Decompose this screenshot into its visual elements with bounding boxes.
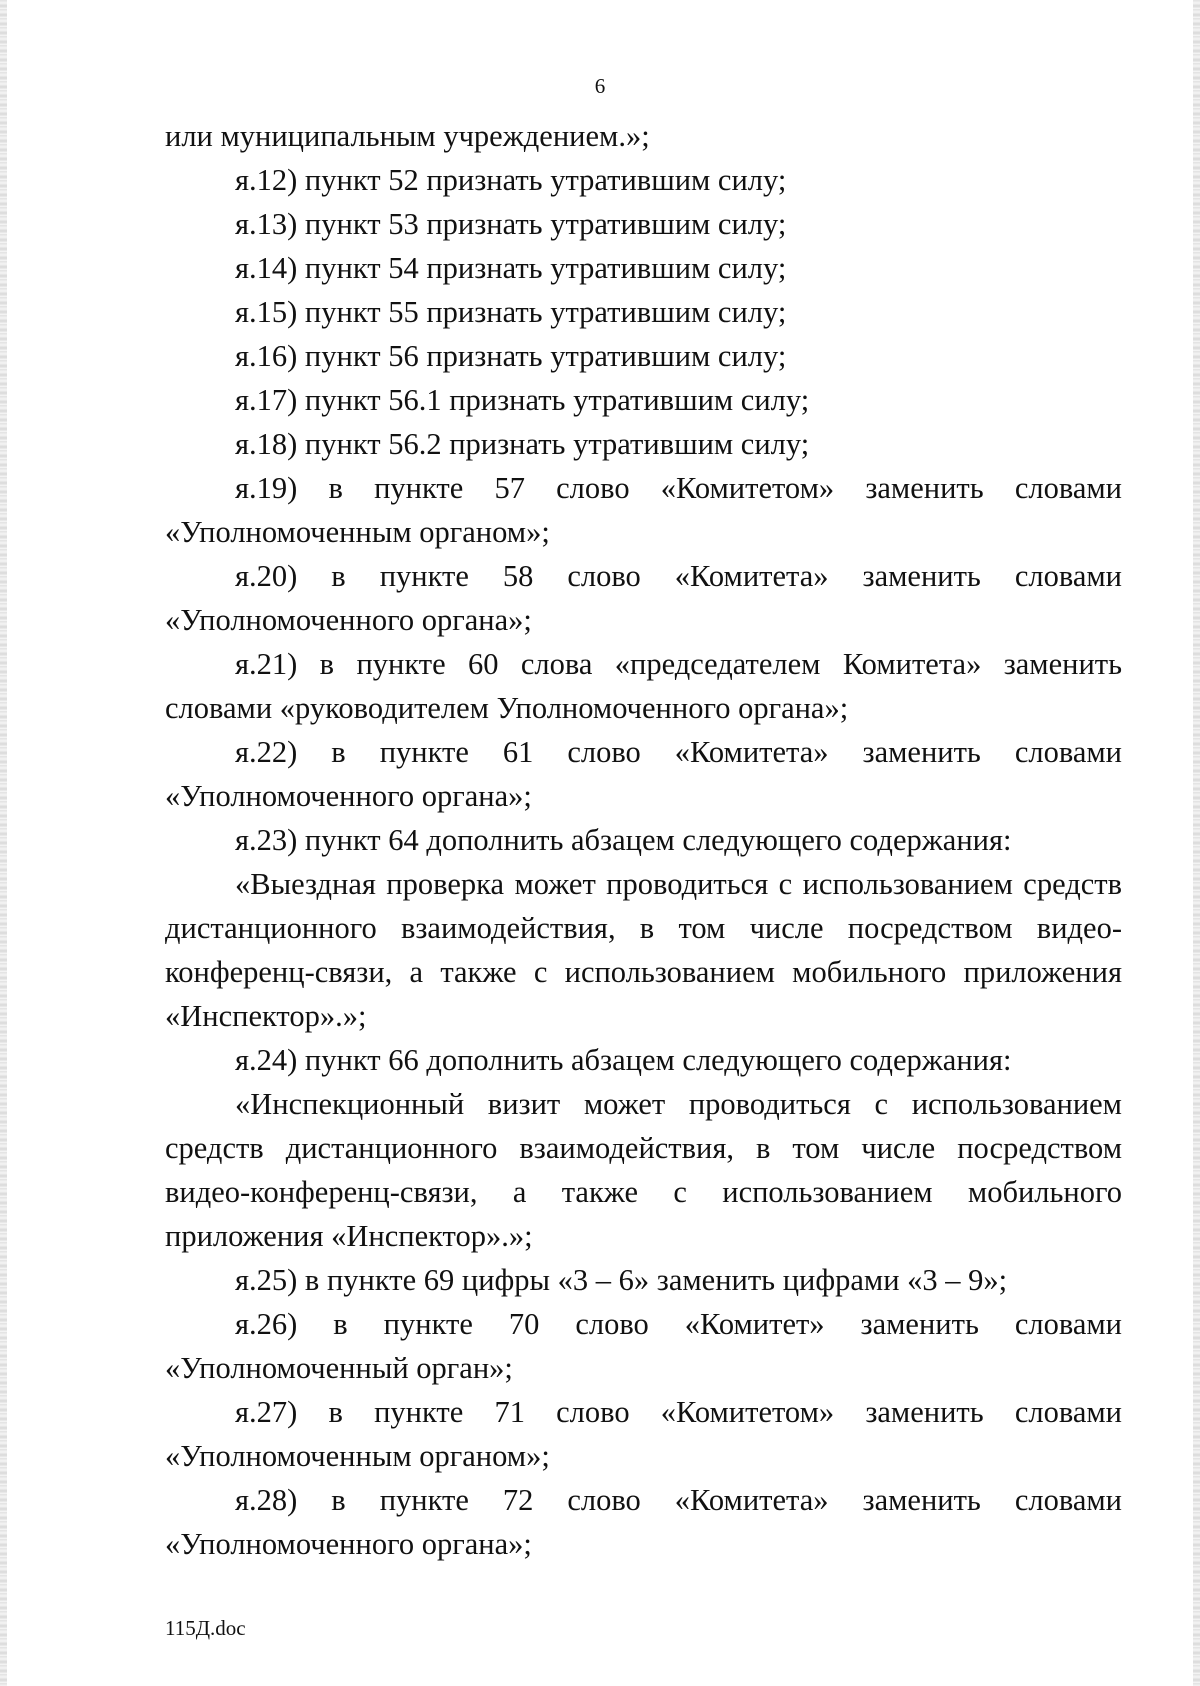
- paragraph-item-18: я.18) пункт 56.2 признать утратившим силу;: [235, 427, 810, 461]
- paragraph-item-16: я.16) пункт 56 признать утратившим силу;: [235, 339, 787, 373]
- paragraph-item-23: я.23) пункт 64 дополнить абзацем следующего содержания:: [235, 823, 1012, 857]
- paragraph-continuation: или муниципальным учреждением.»;: [165, 119, 650, 153]
- paragraph-item-14: я.14) пункт 54 признать утратившим силу;: [235, 251, 787, 285]
- paragraph-item-22: я.22) в пункте 61 слово «Комитета» заменить словами «Уполномоченного органа»;: [165, 735, 1122, 813]
- paragraph-item-27: я.27) в пункте 71 слово «Комитетом» заменить словами «Уполномоченным органом»;: [165, 1395, 1122, 1473]
- paragraph-item-12: я.12) пункт 52 признать утратившим силу;: [235, 163, 787, 197]
- paragraph-quote-inspection: «Выездная проверка может проводиться с использованием средств дистанционного взаимодействия, в том числе посредством видео-конференц-связи, а также с использованием мобильного приложения «Инспектор».»;: [165, 867, 1122, 1033]
- paragraph-item-24: я.24) пункт 66 дополнить абзацем следующего содержания:: [235, 1043, 1012, 1077]
- paragraph-item-20: я.20) в пункте 58 слово «Комитета» заменить словами «Уполномоченного органа»;: [165, 559, 1122, 637]
- document-body: [165, 114, 1122, 1566]
- paragraph-item-21: я.21) в пункте 60 слова «председателем Комитета» заменить словами «руководителем Уполномоченного органа»;: [165, 647, 1122, 725]
- paragraph-item-19: я.19) в пункте 57 слово «Комитетом» заменить словами «Уполномоченным органом»;: [165, 471, 1122, 549]
- footer-filename: 115Д.doc: [165, 1616, 246, 1640]
- paragraph-item-17: я.17) пункт 56.1 признать утратившим силу;: [235, 383, 810, 417]
- page-number: 6: [594, 74, 606, 98]
- paragraph-item-15: я.15) пункт 55 признать утратившим силу;: [235, 295, 787, 329]
- paragraph-item-28: я.28) в пункте 72 слово «Комитета» заменить словами «Уполномоченного органа»;: [165, 1483, 1122, 1561]
- scan-edge-right: [1193, 0, 1200, 1686]
- scan-edge-left: [0, 0, 7, 1686]
- paragraph-quote-visit: «Инспекционный визит может проводиться с использованием средств дистанционного взаимодействия, в том числе посредством видео-конференц-связи, а также с использованием мобильного приложения «Инспектор».»;: [165, 1087, 1122, 1253]
- paragraph-item-25: я.25) в пункте 69 цифры «3 – 6» заменить цифрами «3 – 9»;: [235, 1263, 1008, 1297]
- paragraph-item-26: я.26) в пункте 70 слово «Комитет» заменить словами «Уполномоченный орган»;: [165, 1307, 1122, 1385]
- paragraph-item-13: я.13) пункт 53 признать утратившим силу;: [235, 207, 787, 241]
